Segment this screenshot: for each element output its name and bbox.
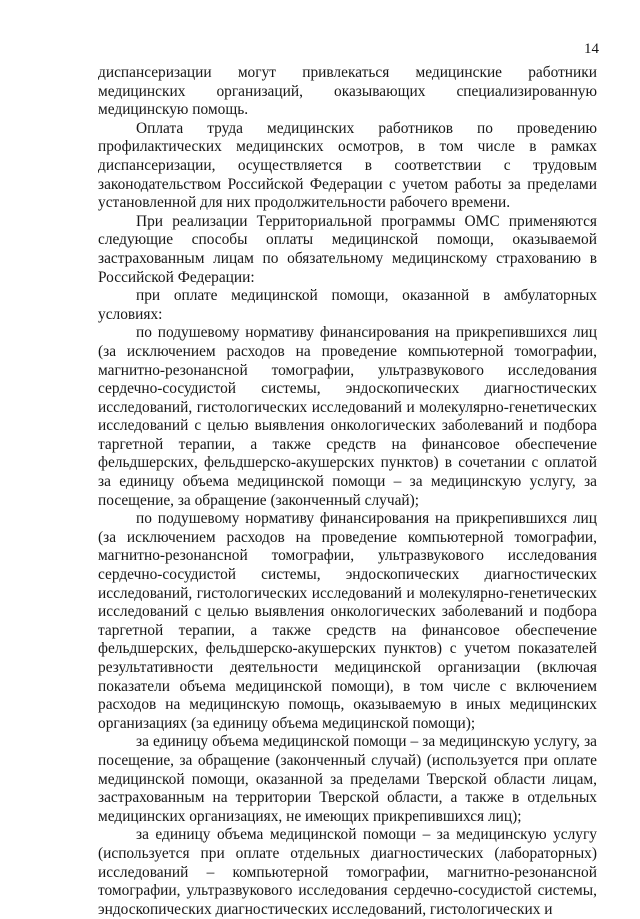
- paragraph-outpatient-heading: при оплате медицинской помощи, оказанной в амбулаторных условиях:: [98, 287, 597, 323]
- paragraph-per-unit-visit: за единицу объема медицинской помощи – за медицинскую услугу, за посещение, за обращение (законченный случай) (используется при оплате медицинской помощи, оказанной за пределами Тверской области лицам, застрахованным на территории Тверской области, а также в отдельных медицинских организациях, не имеющих прикрепившихся лиц);: [98, 733, 597, 825]
- paragraph-staff-pay: Оплата труда медицинских работников по проведению профилактических медицинских осмотров, в том числе в рамках диспансеризации, осуществляется в соответствии с трудовым законодательством Российской Федерации с учетом работы за пределами установленной для них продолжительности рабочего времени.: [98, 119, 597, 212]
- document-body: [98, 64, 597, 919]
- paragraph-continuation: диспансеризации могут привлекаться медицинские работники медицинских организаций, оказывающих специализированную медицинскую помощь.: [98, 64, 597, 119]
- paragraph-per-unit-service: за единицу объема медицинской помощи – за медицинскую услугу (используется при оплате отдельных диагностических (лабораторных) исследований – компьютерной томографии, магнитно-резонансной томографии, ультразвукового исследования сердечно-сосудистой системы, эндоскопических диагностических исследований, гистологических и: [98, 826, 597, 918]
- paragraph-per-capita-performance: по подушевому нормативу финансирования на прикрепившихся лиц (за исключением расходов на проведение компьютерной томографии, магнитно-резонансной томографии, ультразвукового исследования сердечно-сосудистой системы, эндоскопических диагностических исследований, гистологических исследований и молекулярно-генетических исследований с целью выявления онкологических заболеваний и подбора таргетной терапии, а также средств на финансовое обеспечение фельдшерских, фельдшерско-акушерских пунктов) с учетом показателей результативности деятельности медицинской организации (включая показатели объема медицинской помощи), в том числе с включением расходов на медицинскую помощь, оказываемую в иных медицинских организациях (за единицу объема медицинской помощи);: [98, 510, 597, 732]
- page-number: 14: [584, 41, 599, 57]
- paragraph-payment-methods: При реализации Территориальной программы ОМС применяются следующие способы оплаты медицинской помощи, оказываемой застрахованным лицам по обязательному медицинскому страхованию в Российской Федерации:: [98, 212, 597, 286]
- paragraph-per-capita-combined: по подушевому нормативу финансирования на прикрепившихся лиц (за исключением расходов на проведение компьютерной томографии, магнитно-резонансной томографии, ультразвукового исследования сердечно-сосудистой системы, эндоскопических диагностических исследований, гистологических исследований и молекулярно-генетических исследований с целью выявления онкологических заболеваний и подбора таргетной терапии, а также средств на финансовое обеспечение фельдшерских, фельдшерско-акушерских пунктов) в сочетании с оплатой за единицу объема медицинской помощи – за медицинскую услугу, за посещение, за обращение (законченный случай);: [98, 324, 597, 509]
